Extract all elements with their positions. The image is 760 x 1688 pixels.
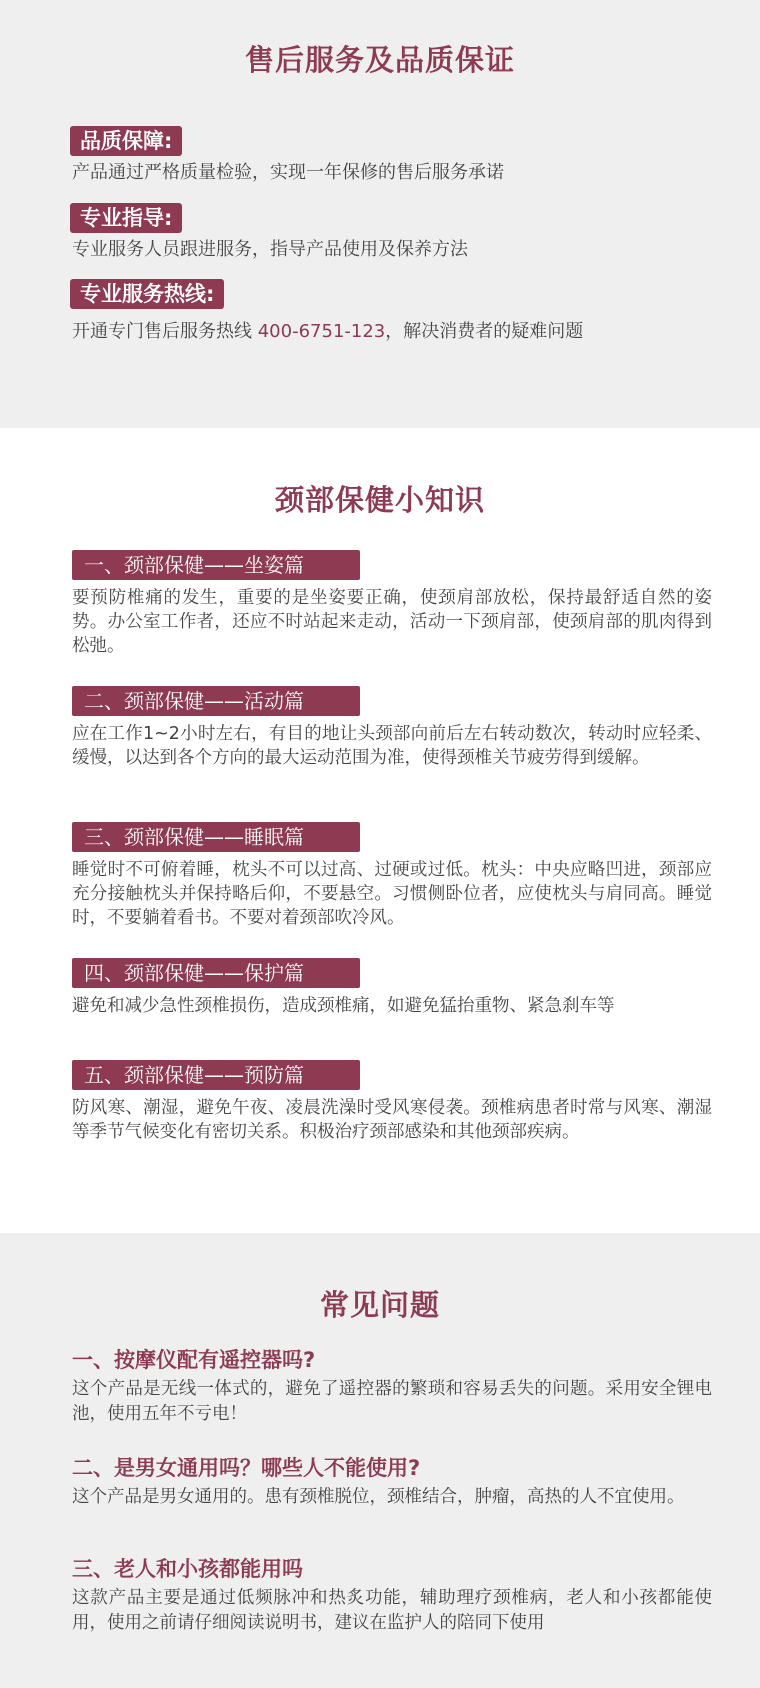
faq-answer-1: 这个产品是无线一体式的，避免了遥控器的繁琐和容易丢失的问题。采用安全锂电池，使用五年不亏电！ bbox=[72, 1379, 712, 1424]
after-sales-section bbox=[0, 0, 760, 428]
knowledge-heading-4: 四、颈部保健——保护篇 bbox=[72, 958, 360, 988]
knowledge-text-3: 睡觉时不可俯着睡，枕头不可以过高、过硬或过低。枕头：中央应略凹进，颈部应充分接触枕头并保持略后仰，不要悬空。习惯侧卧位者，应使枕头与肩同高。睡觉时，不要躺着看书。不要对着颈部吹冷风。 bbox=[72, 860, 712, 928]
faq-question-2: 二、是男女通用吗？哪些人不能使用? bbox=[72, 1456, 421, 1480]
quality-guarantee-badge: 品质保障: bbox=[70, 126, 182, 156]
knowledge-text-4: 避免和减少急性颈椎损伤，造成颈椎痛，如避免猛抬重物、紧急刹车等 bbox=[72, 996, 615, 1016]
hotline-text-after: ，解决消费者的疑难问题 bbox=[385, 321, 584, 342]
knowledge-text-2: 应在工作1~2小时左右，有目的地让头颈部向前后左右转动数次，转动时应轻柔、缓慢，以达到各个方向的最大运动范围为准，使得颈椎关节疲劳得到缓解。 bbox=[72, 724, 712, 768]
knowledge-heading-3: 三、颈部保健——睡眠篇 bbox=[72, 822, 360, 852]
knowledge-text-1: 要预防椎痛的发生，重要的是坐姿要正确，使颈肩部放松，保持最舒适自然的姿势。办公室工作者，还应不时站起来走动，活动一下颈肩部，使颈肩部的肌肉得到松弛。 bbox=[72, 588, 712, 656]
knowledge-heading-1: 一、颈部保健——坐姿篇 bbox=[72, 550, 360, 580]
faq-section bbox=[0, 1233, 760, 1688]
faq-answer-3: 这款产品主要是通过低频脉冲和热炙功能，辅助理疗颈椎病，老人和小孩都能使用，使用之前请仔细阅读说明书，建议在监护人的陪同下使用 bbox=[72, 1588, 712, 1633]
quality-guarantee-text: 产品通过严格质量检验，实现一年保修的售后服务承诺 bbox=[72, 162, 504, 183]
knowledge-heading-5: 五、颈部保健——预防篇 bbox=[72, 1060, 360, 1090]
after-sales-title: 售后服务及品质保证 bbox=[244, 43, 515, 77]
professional-guidance-text: 专业服务人员跟进服务，指导产品使用及保养方法 bbox=[72, 239, 468, 260]
knowledge-text-5: 防风寒、潮湿，避免午夜、凌晨洗澡时受风寒侵袭。颈椎病患者时常与风寒、潮湿等季节气候变化有密切关系。积极治疗颈部感染和其他颈部疾病。 bbox=[72, 1098, 712, 1142]
professional-guidance-badge: 专业指导: bbox=[70, 203, 182, 233]
hotline-badge: 专业服务热线: bbox=[70, 279, 224, 309]
hotline-text bbox=[72, 319, 583, 345]
faq-title: 常见问题 bbox=[319, 1288, 440, 1322]
knowledge-section bbox=[0, 428, 760, 1233]
knowledge-title: 颈部保健小知识 bbox=[274, 483, 485, 517]
faq-question-1: 一、按摩仪配有遥控器吗? bbox=[72, 1348, 316, 1372]
knowledge-heading-2: 二、颈部保健——活动篇 bbox=[72, 686, 360, 716]
hotline-number: 400-6751-123 bbox=[257, 321, 386, 342]
faq-question-3: 三、老人和小孩都能用吗 bbox=[72, 1557, 303, 1581]
faq-answer-2: 这个产品是男女通用的。患有颈椎脱位，颈椎结合，肿瘤，高热的人不宜使用。 bbox=[72, 1487, 685, 1507]
hotline-text-before: 开通专门售后服务热线 bbox=[72, 321, 258, 342]
